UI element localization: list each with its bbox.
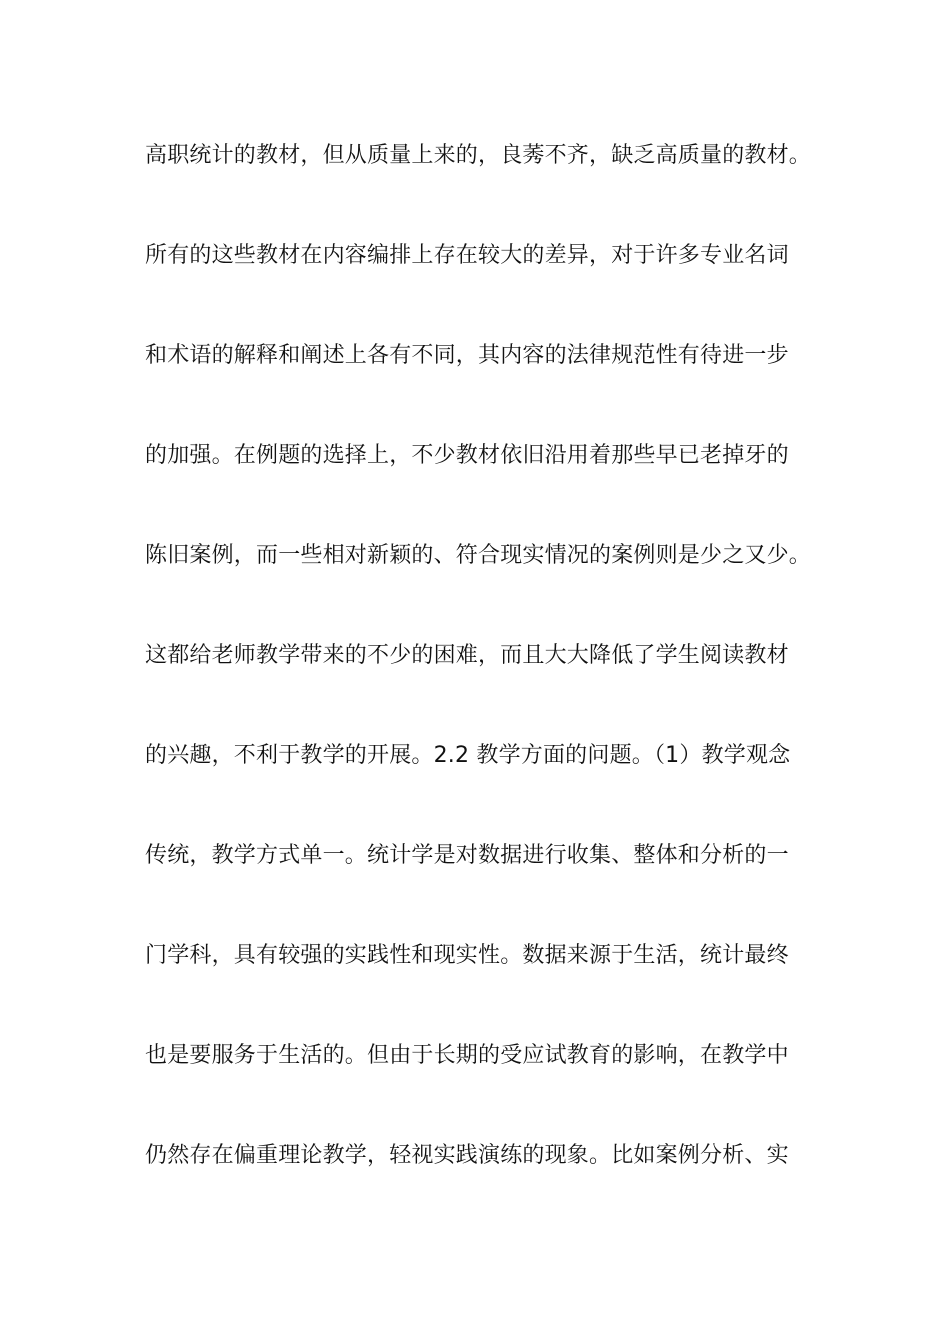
text-line: 和术语的解释和阐述上各有不同，其内容的法律规范性有待进一步 [145, 343, 789, 368]
text-line: 的加强。在例题的选择上，不少教材依旧沿用着那些早已老掉牙的 [145, 443, 789, 468]
text-line: 的兴趣，不利于教学的开展。2.2 教学方面的问题。（1）教学观念 [145, 743, 791, 768]
text-line: 陈旧案例，而一些相对新颖的、符合现实情况的案例则是少之又少。 [145, 543, 812, 568]
paragraph-text [145, 136, 815, 1236]
text-line: 也是要服务于生活的。但由于长期的受应试教育的影响，在教学中 [145, 1043, 789, 1068]
text-line: 高职统计的教材，但从质量上来的，良莠不齐，缺乏高质量的教材。 [145, 143, 812, 168]
text-line: 门学科，具有较强的实践性和现实性。数据来源于生活，统计最终 [145, 943, 789, 968]
text-line: 这都给老师教学带来的不少的困难，而且大大降低了学生阅读教材 [145, 643, 789, 668]
text-line: 仍然存在偏重理论教学，轻视实践演练的现象。比如案例分析、实 [145, 1143, 789, 1168]
text-line: 传统，教学方式单一。统计学是对数据进行收集、整体和分析的一 [145, 843, 789, 868]
text-line: 所有的这些教材在内容编排上存在较大的差异，对于许多专业名词 [145, 243, 789, 268]
